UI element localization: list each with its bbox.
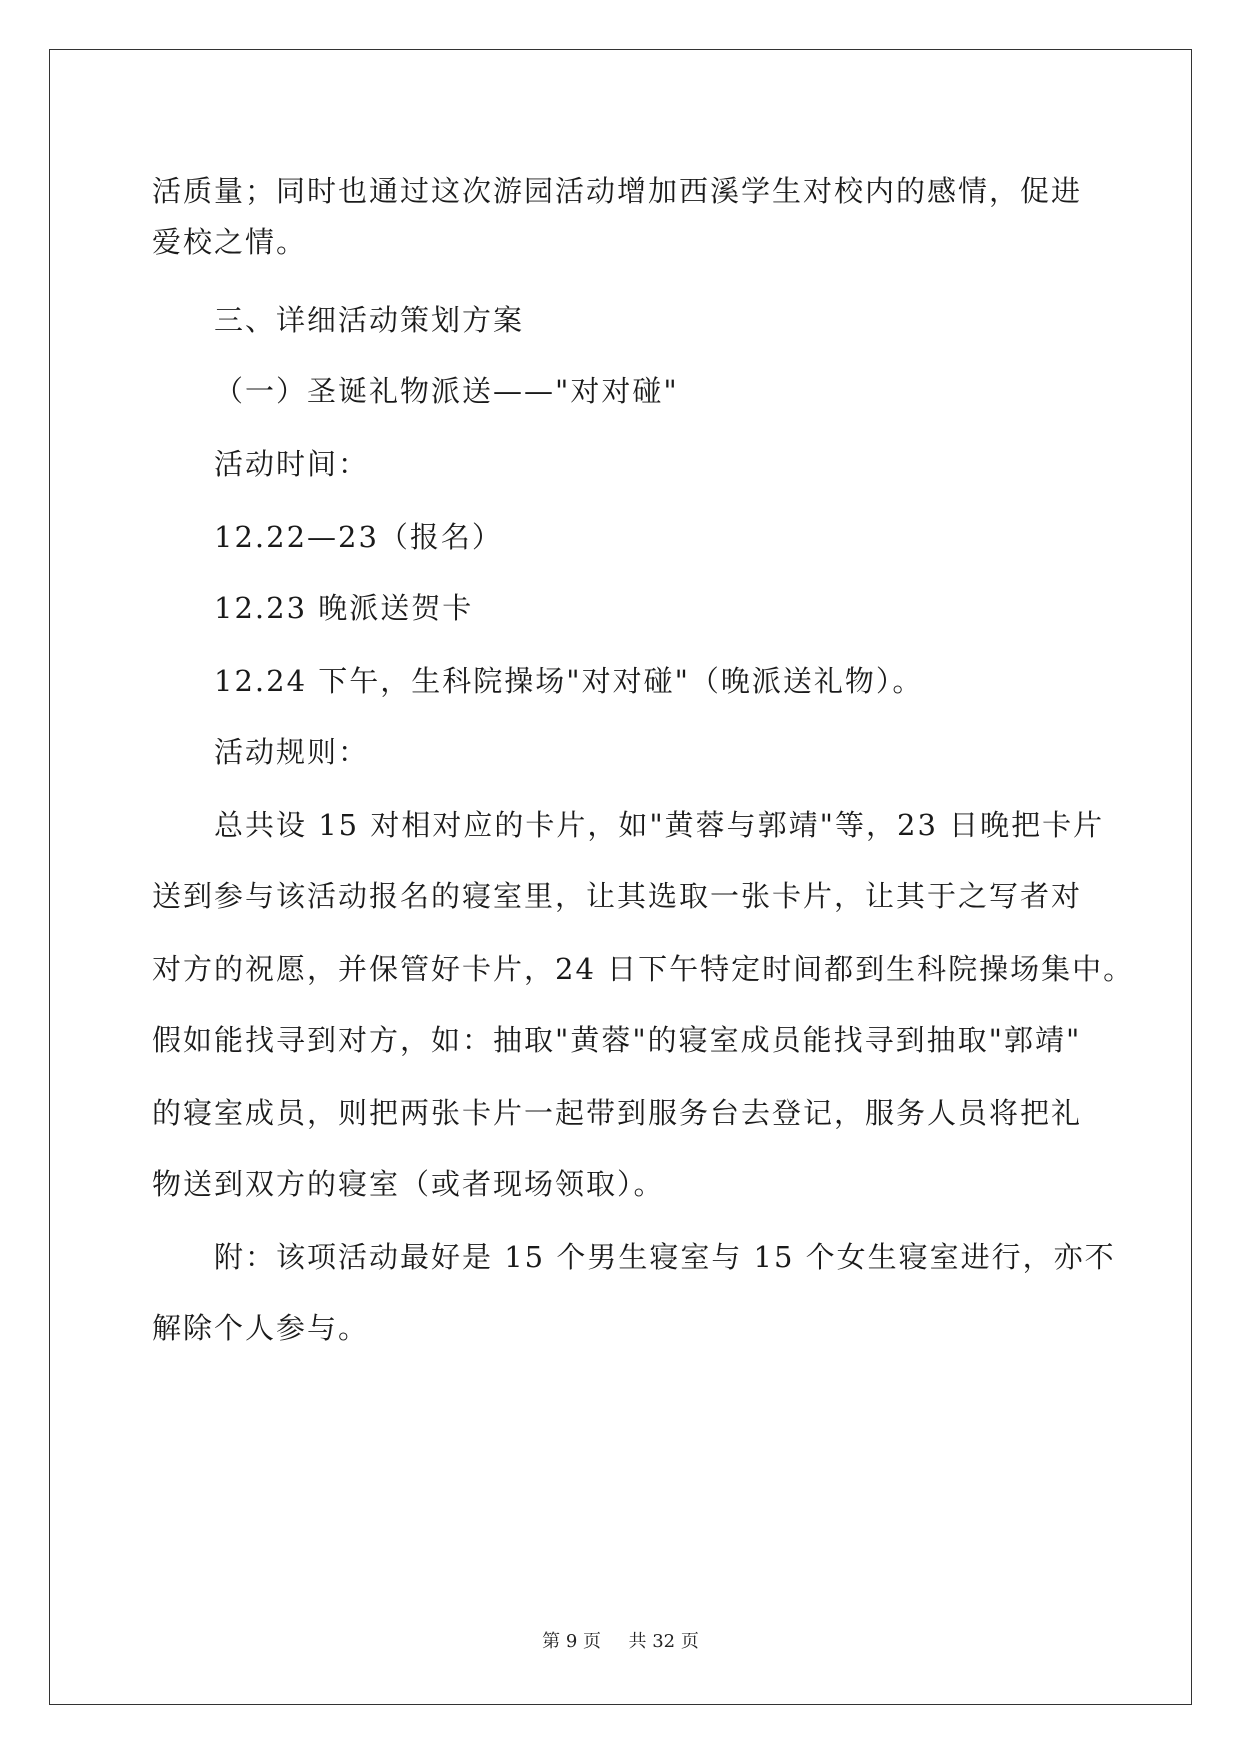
- page-footer: [0, 1630, 1241, 1654]
- text-line: 送到参与该活动报名的寝室里，让其选取一张卡片，让其于之写者对: [152, 879, 1083, 913]
- text-line: 总共设 15 对相对应的卡片，如"黄蓉与郭靖"等，23 日晚把卡片: [214, 808, 1105, 842]
- text-line: 对方的祝愿，并保管好卡片，24 日下午特定时间都到生科院操场集中。: [152, 952, 1135, 986]
- text-line: 假如能找寻到对方，如：抽取"黄蓉"的寝室成员能找寻到抽取"郭靖": [152, 1023, 1082, 1057]
- text-line: 活动时间：: [214, 447, 370, 481]
- text-line: 爱校之情。: [152, 225, 308, 259]
- text-line: 12.22—23（报名）: [214, 520, 503, 554]
- text-line: 解除个人参与。: [152, 1311, 370, 1345]
- text-line: 12.24 下午，生科院操场"对对碰"（晚派送礼物）。: [214, 664, 924, 698]
- text-line: 物送到双方的寝室（或者现场领取）。: [152, 1167, 665, 1201]
- page-number: 第 9 页: [542, 1631, 602, 1652]
- subsection-heading: （一）圣诞礼物派送——"对对碰": [214, 374, 679, 408]
- text-line: 12.23 晚派送贺卡: [214, 591, 474, 625]
- page-total: 共 32 页: [628, 1631, 699, 1652]
- section-heading: 三、详细活动策划方案: [214, 303, 525, 337]
- text-line: 附：该项活动最好是 15 个男生寝室与 15 个女生寝室进行，亦不: [214, 1240, 1116, 1274]
- text-line: 的寝室成员，则把两张卡片一起带到服务台去登记，服务人员将把礼: [152, 1096, 1083, 1130]
- text-line: 活质量；同时也通过这次游园活动增加西溪学生对校内的感情，促进: [152, 174, 1083, 208]
- text-line: 活动规则：: [214, 735, 370, 769]
